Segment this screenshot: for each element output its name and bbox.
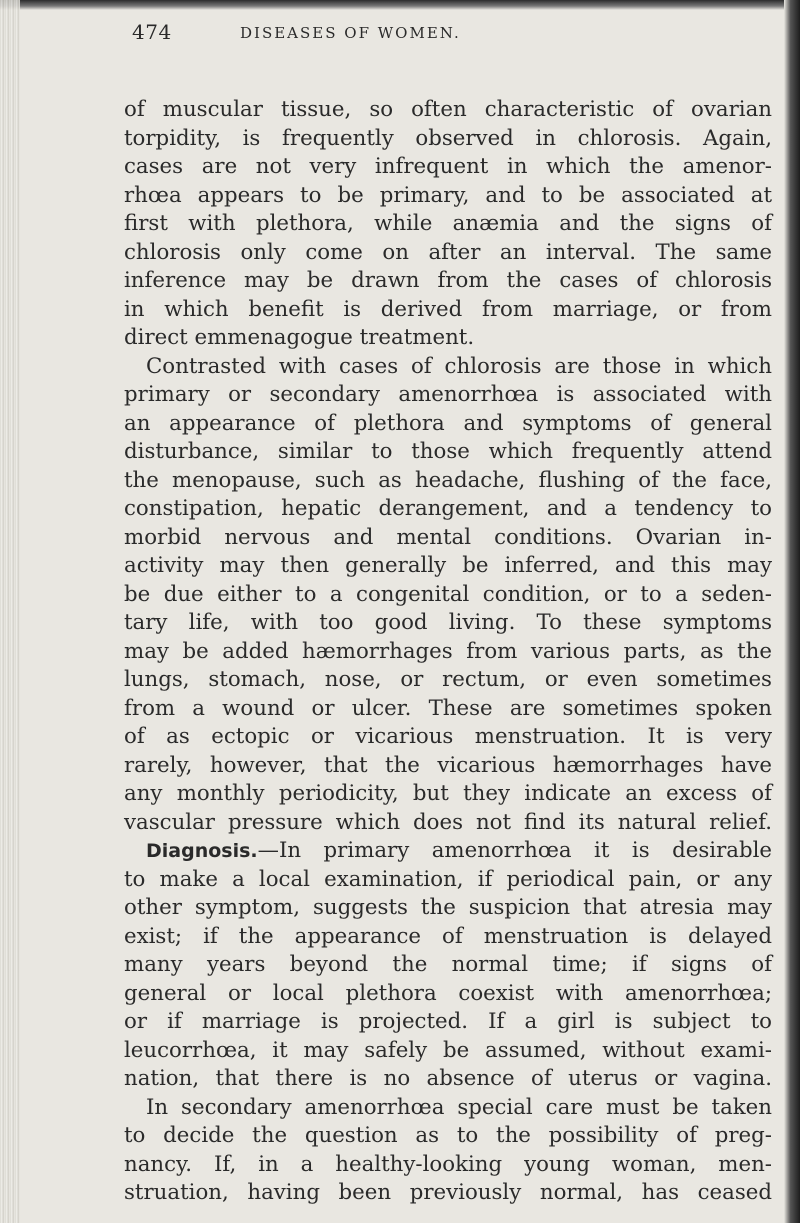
text-line: to make a local examination, if periodical pain, or any bbox=[124, 866, 772, 892]
text-line: exist; if the appearance of menstruation is delayed bbox=[124, 923, 772, 949]
text-line: the menopause, such as headache, flushing of the face, bbox=[124, 467, 772, 493]
text-line: In secondary amenorrhœa special care must be taken bbox=[146, 1094, 772, 1120]
text-line: other symptom, suggests the suspicion that atresia may bbox=[124, 895, 772, 920]
text-line: direct emmenagogue treatment. bbox=[124, 325, 475, 350]
text-line: vascular pressure which does not find its natural relief. bbox=[124, 809, 772, 835]
text-line: nancy. If, in a healthy-looking young woman, men- bbox=[124, 1151, 772, 1177]
text-line: torpidity, is frequently observed in chlorosis. Again, bbox=[124, 125, 772, 151]
text-line: many years beyond the normal time; if signs of bbox=[124, 952, 772, 977]
text-line: lungs, stomach, nose, or rectum, or even sometimes bbox=[124, 667, 772, 692]
text-line: or if marriage is projected. If a girl is subject to bbox=[124, 1009, 772, 1034]
text-line: rhœa appears to be primary, and to be associated at bbox=[124, 182, 772, 208]
text-line: an appearance of plethora and symptoms of general bbox=[124, 410, 772, 436]
text-line: inference may be drawn from the cases of chlorosis bbox=[124, 268, 772, 293]
text-line: primary or secondary amenorrhœa is associated with bbox=[124, 382, 772, 407]
text-line: disturbance, similar to those which frequently attend bbox=[124, 439, 772, 464]
running-title: DISEASES OF WOMEN. bbox=[240, 24, 461, 42]
text-line: chlorosis only come on after an interval. The same bbox=[124, 239, 772, 265]
diagnosis-heading: Diagnosis. bbox=[146, 840, 258, 862]
body-text bbox=[124, 96, 772, 1208]
page-number: 474 bbox=[132, 20, 172, 44]
text-line: Contrasted with cases of chlorosis are those in which bbox=[146, 353, 772, 379]
text-line: activity may then generally be inferred, and this may bbox=[124, 553, 772, 578]
text-line: first with plethora, while anæmia and the signs of bbox=[124, 211, 772, 236]
text-line: struation, having been previously normal, has ceased bbox=[124, 1180, 772, 1205]
text-line: general or local plethora coexist with amenorrhœa; bbox=[124, 980, 772, 1006]
text-line: from a wound or ulcer. These are sometimes spoken bbox=[124, 695, 772, 721]
text-line: rarely, however, that the vicarious hæmorrhages have bbox=[124, 752, 772, 778]
text-line: may be added hæmorrhages from various parts, as the bbox=[124, 638, 772, 664]
book-gutter bbox=[0, 0, 20, 1223]
page-right-edge bbox=[784, 0, 800, 1223]
text-line: cases are not very infrequent in which the amenor- bbox=[124, 154, 772, 179]
page-top-edge bbox=[0, 0, 800, 10]
text-line: to decide the question as to the possibility of preg- bbox=[124, 1123, 772, 1148]
text-line: tary life, with too good living. To these symptoms bbox=[124, 610, 772, 635]
text-line: be due either to a congenital condition, or to a seden- bbox=[124, 581, 772, 607]
text-line: of as ectopic or vicarious menstruation. It is very bbox=[124, 724, 772, 749]
text-line: of muscular tissue, so often characteristic of ovarian bbox=[124, 97, 772, 122]
page-header bbox=[0, 20, 800, 60]
text-line: any monthly periodicity, but they indicate an excess of bbox=[124, 781, 772, 806]
diagnosis-line bbox=[124, 837, 772, 866]
text-line: constipation, hepatic derangement, and a tendency to bbox=[124, 496, 772, 521]
text-line: morbid nervous and mental conditions. Ovarian in- bbox=[124, 524, 772, 550]
text-line: nation, that there is no absence of uterus or vagina. bbox=[124, 1066, 772, 1091]
text-line: in which benefit is derived from marriage, or from bbox=[124, 296, 772, 322]
text-line: —In primary amenorrhœa it is desirable bbox=[257, 838, 772, 863]
text-line: leucorrhœa, it may safely be assumed, without exami- bbox=[124, 1037, 772, 1063]
